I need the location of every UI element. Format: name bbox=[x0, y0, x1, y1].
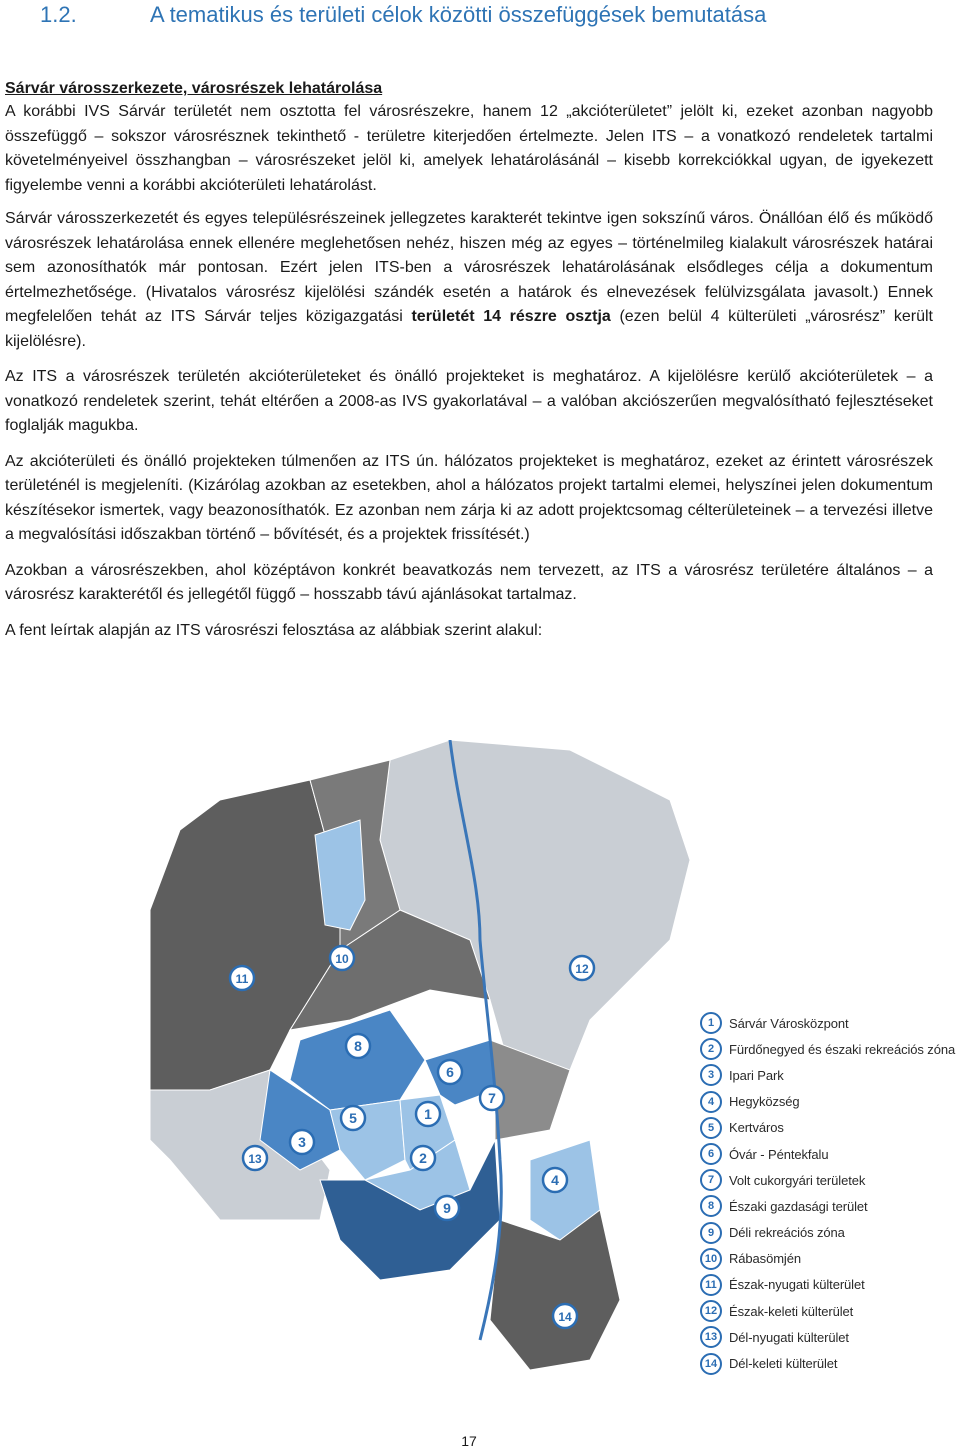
legend-item bbox=[700, 1010, 958, 1036]
legend-number-badge: 3 bbox=[700, 1064, 722, 1086]
map-label-text: 7 bbox=[488, 1090, 496, 1106]
document-body bbox=[5, 78, 933, 654]
subsection-title: Sárvár városszerkezete, városrészek lehatárolása bbox=[5, 80, 383, 97]
legend-item bbox=[700, 1298, 958, 1324]
section-title: A tematikus és területi célok közötti összefüggések bemutatása bbox=[150, 2, 767, 27]
paragraph-text: A fent leírtak alapján az ITS városrészi felosztása az alábbiak szerint alakul: bbox=[5, 621, 543, 639]
paragraph-text: Az akcióterületi és önálló projekteken túlmenően az ITS ún. hálózatos projekteket is meghatároz, ezeket az érintett városrészek területénél is megjeleníti. (Kizárólag azokban az esetekben, ahol a hálózatos projekt tartalmi elemei, helyszínei jelen dokumentum készítésekor ismertek, vagy beazonosíthatók. Ez azonban nem zárja ki az adott projektcsomag célterületeinek – a tervezési illetve a megvalósítási időszakban történő – bővítését, és a projektek frissítését.) bbox=[5, 452, 933, 543]
legend-label: Észak-keleti külterület bbox=[729, 1303, 854, 1319]
legend-item bbox=[700, 1220, 958, 1246]
legend-number-badge: 10 bbox=[700, 1248, 722, 1270]
map-legend bbox=[700, 1010, 958, 1377]
legend-number-badge: 14 bbox=[700, 1353, 722, 1375]
emphasis-text: területét 14 részre osztja bbox=[411, 308, 611, 325]
body-paragraph bbox=[5, 207, 933, 354]
page-number: 17 bbox=[461, 1433, 477, 1449]
legend-label: Hegyközség bbox=[729, 1094, 800, 1110]
map-label-5 bbox=[341, 1106, 365, 1130]
paragraph-list bbox=[5, 100, 933, 643]
legend-label: Észak-nyugati külterület bbox=[729, 1277, 865, 1293]
map-label-text: 12 bbox=[575, 962, 589, 976]
map-label-2 bbox=[411, 1146, 435, 1170]
legend-number-badge: 2 bbox=[700, 1038, 722, 1060]
section-number: 1.2. bbox=[40, 2, 77, 27]
map-label-text: 13 bbox=[248, 1152, 262, 1166]
map-label-text: 10 bbox=[335, 952, 349, 966]
body-paragraph bbox=[5, 619, 933, 644]
section-heading bbox=[40, 2, 766, 28]
legend-item bbox=[700, 1062, 958, 1088]
map-label-4 bbox=[543, 1168, 567, 1192]
map-label-text: 8 bbox=[354, 1038, 362, 1054]
region-12 bbox=[380, 740, 690, 1070]
legend-number-badge: 1 bbox=[700, 1012, 722, 1034]
legend-item bbox=[700, 1193, 958, 1219]
map-label-text: 9 bbox=[443, 1200, 451, 1216]
legend-number-badge: 5 bbox=[700, 1117, 722, 1139]
legend-number-badge: 11 bbox=[700, 1274, 722, 1296]
legend-item bbox=[700, 1167, 958, 1193]
legend-label: Dél-nyugati külterület bbox=[729, 1329, 849, 1345]
legend-label: Dél-keleti külterület bbox=[729, 1356, 838, 1372]
legend-item bbox=[700, 1324, 958, 1350]
map-label-text: 4 bbox=[551, 1172, 559, 1188]
legend-item bbox=[700, 1141, 958, 1167]
district-map bbox=[150, 740, 958, 1380]
legend-number-badge: 13 bbox=[700, 1326, 722, 1348]
legend-label: Ipari Park bbox=[729, 1067, 784, 1083]
legend-label: Kertváros bbox=[729, 1120, 784, 1136]
legend-label: Óvár - Péntekfalu bbox=[729, 1146, 829, 1162]
map-label-9 bbox=[435, 1196, 459, 1220]
legend-label: Volt cukorgyári területek bbox=[729, 1172, 866, 1188]
legend-item bbox=[700, 1272, 958, 1298]
legend-item bbox=[700, 1089, 958, 1115]
legend-item bbox=[700, 1036, 958, 1062]
map-label-14 bbox=[553, 1304, 577, 1328]
paragraph-text: A korábbi IVS Sárvár területét nem osztotta fel városrészekre, hanem 12 „akcióterületet” jelölt ki, ezeket azonban nagyobb összefüggő – sokszor városrésznek tekinthető - területre kiterjedően értelmezte. Jelen ITS – a vonatkozó rendeletek tartalmi követelményeivel összhangban – városrészeket jelöl ki, amelyek lehatárolásánál – kisebb korrekciókkal ugyan, de igyekezett figyelembe venni a korábbi akcióterületi lehatárolást. bbox=[5, 103, 933, 194]
legend-number-badge: 6 bbox=[700, 1143, 722, 1165]
paragraph-text: Azokban a városrészekben, ahol középtávon konkrét beavatkozás nem tervezett, az ITS a városrész területére általános – a városrész karakterétől és jellegétől függő – hosszabb távú ajánlásokat tartalmaz. bbox=[5, 561, 933, 603]
map-label-1 bbox=[416, 1102, 440, 1126]
map-label-8 bbox=[346, 1034, 370, 1058]
map-label-text: 5 bbox=[349, 1110, 357, 1126]
legend-number-badge: 9 bbox=[700, 1222, 722, 1244]
body-paragraph bbox=[5, 100, 933, 198]
map-label-11 bbox=[230, 966, 254, 990]
map-label-10 bbox=[330, 946, 354, 970]
body-paragraph bbox=[5, 559, 933, 608]
map-label-7 bbox=[480, 1086, 504, 1110]
legend-number-badge: 12 bbox=[700, 1300, 722, 1322]
legend-label: Déli rekreációs zóna bbox=[729, 1225, 845, 1241]
map-label-13 bbox=[243, 1146, 267, 1170]
map-graphic bbox=[150, 740, 690, 1380]
paragraph-text: Az ITS a városrészek területén akcióterületeket és önálló projekteket is meghatároz. A kijelölésre kerülő akcióterületek – a vonatkozó rendeletek szerint, tehát eltérően a 2008-as IVS gyakorlatával – a valóban akciószerűen megvalósítható fejlesztéseket foglalják magukba. bbox=[5, 368, 933, 434]
map-label-6 bbox=[438, 1060, 462, 1084]
legend-item bbox=[700, 1115, 958, 1141]
map-label-text: 2 bbox=[419, 1150, 427, 1166]
legend-number-badge: 4 bbox=[700, 1091, 722, 1113]
legend-item bbox=[700, 1350, 958, 1376]
map-label-text: 11 bbox=[235, 972, 249, 986]
body-paragraph bbox=[5, 365, 933, 439]
legend-label: Fürdőnegyed és északi rekreációs zóna bbox=[729, 1041, 956, 1057]
legend-label: Sárvár Városközpont bbox=[729, 1015, 849, 1031]
map-label-text: 3 bbox=[298, 1134, 306, 1150]
body-paragraph bbox=[5, 450, 933, 548]
legend-label: Északi gazdasági terület bbox=[729, 1198, 868, 1214]
legend-item bbox=[700, 1246, 958, 1272]
map-label-text: 14 bbox=[558, 1310, 572, 1324]
paragraph-text: (ezen belül 4 külterületi „városrész” került kijelölésre). bbox=[5, 308, 933, 350]
map-label-12 bbox=[570, 956, 594, 980]
legend-number-badge: 8 bbox=[700, 1195, 722, 1217]
map-label-text: 1 bbox=[424, 1106, 432, 1122]
legend-number-badge: 7 bbox=[700, 1169, 722, 1191]
map-label-text: 6 bbox=[446, 1064, 454, 1080]
paragraph-text: Sárvár városszerkezetét és egyes településrészeinek jellegzetes karakterét tekintve igen sokszínű város. Önállóan élő és működő városrészek lehatárolása ennek ellenére meglehetősen nehéz, hiszen még az egyes – történelmileg kialakult városrészek határai sem azonosíthatók már pontosan. Ezért jelen ITS-ben a városrészek lehatárolásának elsődleges célja a dokumentum értelmezhetősége. (Hivatalos városrész kijelölési szándék esetén a határok és elnevezések felülvizsgálata javasolt.) Ennek megfelelően tehát az ITS Sárvár teljes közigazgatási bbox=[5, 210, 933, 325]
map-label-3 bbox=[290, 1130, 314, 1154]
legend-label: Rábasömjén bbox=[729, 1251, 801, 1267]
